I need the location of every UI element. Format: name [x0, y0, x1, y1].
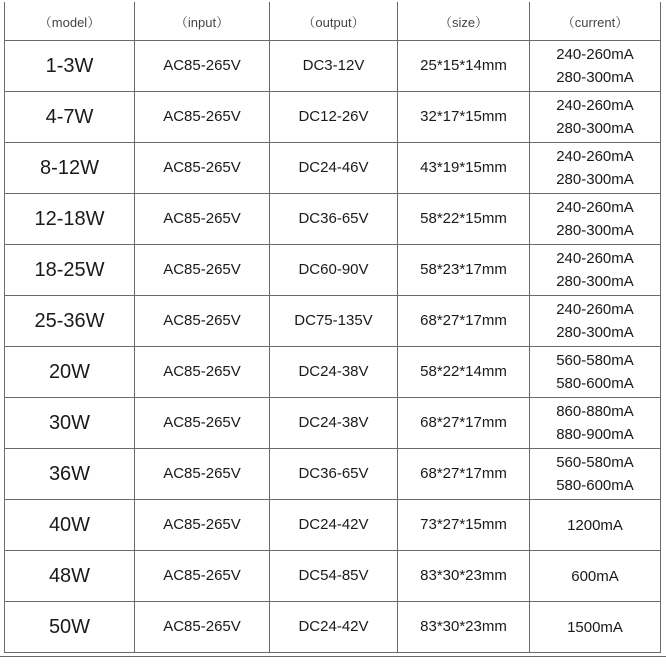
- current-value: 240-260mA: [556, 301, 634, 318]
- output-cell: DC36-65V: [270, 194, 398, 245]
- current-value: 600mA: [571, 567, 619, 585]
- current-cell: [530, 296, 661, 347]
- size-cell: 68*27*17mm: [398, 449, 530, 500]
- model-cell: 30W: [5, 398, 135, 449]
- input-cell: AC85-265V: [135, 398, 270, 449]
- current-value: 560-580mA: [556, 454, 634, 471]
- output-cell: DC24-38V: [270, 398, 398, 449]
- table-row: [5, 398, 661, 449]
- input-cell: AC85-265V: [135, 347, 270, 398]
- input-cell: AC85-265V: [135, 92, 270, 143]
- size-cell: 68*27*17mm: [398, 296, 530, 347]
- output-cell: DC24-42V: [270, 500, 398, 551]
- input-cell: AC85-265V: [135, 194, 270, 245]
- table-row: [5, 347, 661, 398]
- model-cell: 20W: [5, 347, 135, 398]
- header-model: （model）: [5, 2, 135, 41]
- current-value: 1200mA: [567, 516, 623, 534]
- size-cell: 73*27*15mm: [398, 500, 530, 551]
- spec-sheet: [4, 2, 660, 653]
- table-row: [5, 245, 661, 296]
- bottom-divider: [0, 656, 666, 667]
- table-row: [5, 41, 661, 92]
- model-cell: 1-3W: [5, 41, 135, 92]
- size-cell: 32*17*15mm: [398, 92, 530, 143]
- output-cell: DC36-65V: [270, 449, 398, 500]
- output-cell: DC24-42V: [270, 602, 398, 653]
- current-value: 280-300mA: [556, 171, 634, 188]
- model-cell: 4-7W: [5, 92, 135, 143]
- header-current: （current）: [530, 2, 661, 41]
- current-value: 240-260mA: [556, 97, 634, 114]
- table-body: [5, 41, 661, 653]
- current-cell: [530, 143, 661, 194]
- size-cell: 58*22*15mm: [398, 194, 530, 245]
- output-cell: DC3-12V: [270, 41, 398, 92]
- output-cell: DC24-46V: [270, 143, 398, 194]
- model-cell: 18-25W: [5, 245, 135, 296]
- input-cell: AC85-265V: [135, 245, 270, 296]
- current-value: 280-300mA: [556, 324, 634, 341]
- current-cell: [530, 41, 661, 92]
- output-cell: DC54-85V: [270, 551, 398, 602]
- current-cell: [530, 398, 661, 449]
- size-cell: 58*23*17mm: [398, 245, 530, 296]
- header-size: （size）: [398, 2, 530, 41]
- table-row: [5, 551, 661, 602]
- header-output: （output）: [270, 2, 398, 41]
- current-value: 280-300mA: [556, 120, 634, 137]
- current-cell: [530, 551, 661, 602]
- current-value: 1500mA: [567, 618, 623, 636]
- size-cell: 83*30*23mm: [398, 551, 530, 602]
- size-cell: 25*15*14mm: [398, 41, 530, 92]
- model-cell: 40W: [5, 500, 135, 551]
- current-value: 280-300mA: [556, 222, 634, 239]
- current-value: 280-300mA: [556, 273, 634, 290]
- current-value: 240-260mA: [556, 250, 634, 267]
- table-row: [5, 602, 661, 653]
- table-row: [5, 92, 661, 143]
- header-input: （input）: [135, 2, 270, 41]
- table-row: [5, 449, 661, 500]
- model-cell: 8-12W: [5, 143, 135, 194]
- current-value: 580-600mA: [556, 375, 634, 392]
- model-cell: 36W: [5, 449, 135, 500]
- table-row: [5, 194, 661, 245]
- size-cell: 43*19*15mm: [398, 143, 530, 194]
- current-value: 240-260mA: [556, 46, 634, 63]
- model-cell: 50W: [5, 602, 135, 653]
- driver-spec-table: [4, 2, 661, 653]
- current-value: 860-880mA: [556, 403, 634, 420]
- current-cell: [530, 449, 661, 500]
- size-cell: 83*30*23mm: [398, 602, 530, 653]
- current-cell: [530, 500, 661, 551]
- current-value: 240-260mA: [556, 148, 634, 165]
- model-cell: 48W: [5, 551, 135, 602]
- header-row: [5, 2, 661, 41]
- model-cell: 12-18W: [5, 194, 135, 245]
- current-value: 560-580mA: [556, 352, 634, 369]
- current-cell: [530, 245, 661, 296]
- input-cell: AC85-265V: [135, 143, 270, 194]
- table-row: [5, 500, 661, 551]
- output-cell: DC60-90V: [270, 245, 398, 296]
- current-cell: [530, 602, 661, 653]
- output-cell: DC75-135V: [270, 296, 398, 347]
- current-cell: [530, 347, 661, 398]
- output-cell: DC12-26V: [270, 92, 398, 143]
- model-cell: 25-36W: [5, 296, 135, 347]
- table-row: [5, 143, 661, 194]
- input-cell: AC85-265V: [135, 449, 270, 500]
- output-cell: DC24-38V: [270, 347, 398, 398]
- current-value: 280-300mA: [556, 69, 634, 86]
- current-value: 880-900mA: [556, 426, 634, 443]
- current-cell: [530, 194, 661, 245]
- input-cell: AC85-265V: [135, 602, 270, 653]
- input-cell: AC85-265V: [135, 500, 270, 551]
- table-row: [5, 296, 661, 347]
- size-cell: 68*27*17mm: [398, 398, 530, 449]
- input-cell: AC85-265V: [135, 551, 270, 602]
- current-cell: [530, 92, 661, 143]
- input-cell: AC85-265V: [135, 296, 270, 347]
- current-value: 580-600mA: [556, 477, 634, 494]
- size-cell: 58*22*14mm: [398, 347, 530, 398]
- current-value: 240-260mA: [556, 199, 634, 216]
- input-cell: AC85-265V: [135, 41, 270, 92]
